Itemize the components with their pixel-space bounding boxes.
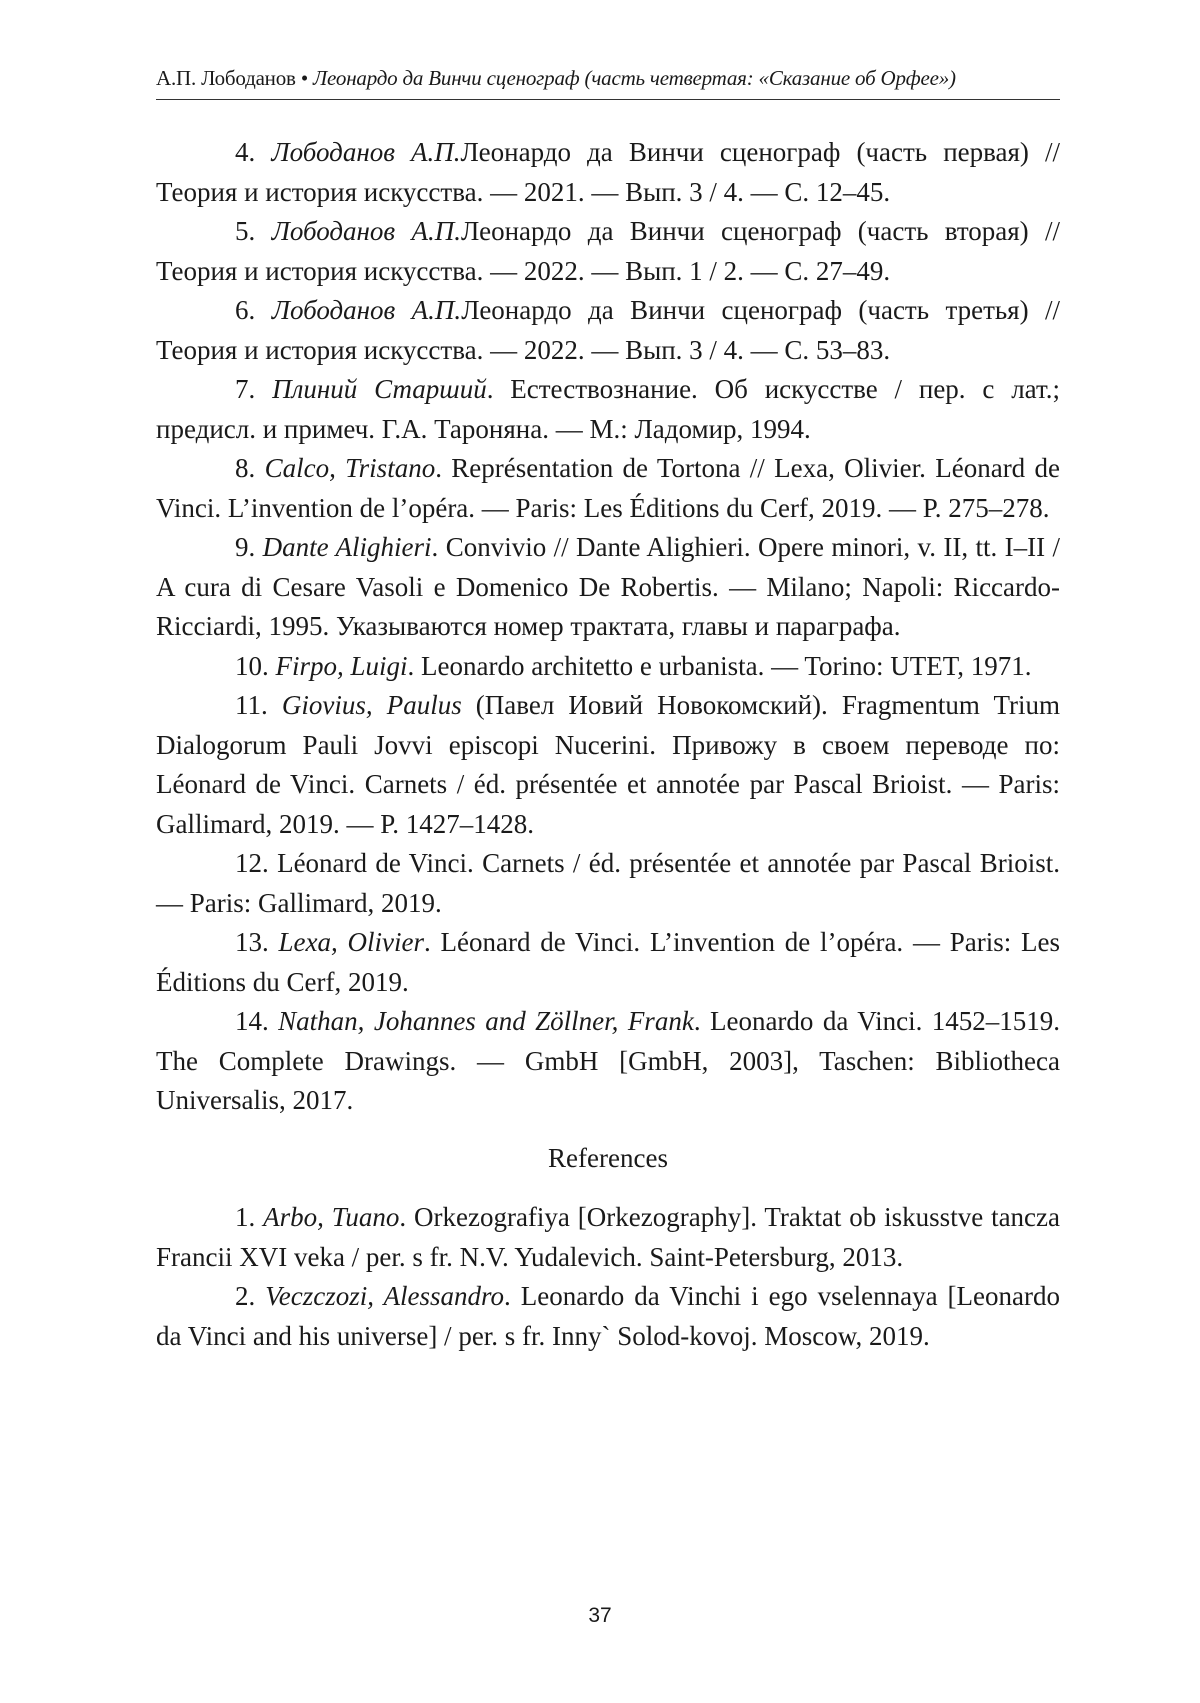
entry-author: Firpo, Luigi	[275, 650, 408, 681]
bibliography-entry	[156, 291, 1060, 370]
entry-text: (Павел Иовий Новокомский). Fragmentum Trium Dialogorum Pauli Jovvi episcopi Nucerini. Привожу в своем переводе по: Léonard de Vinci. Carnets / éd. présentée et annotée par Pascal Brioist. — Paris: Gallimard, 2019. — P. 1427–1428.	[156, 690, 1061, 839]
entry-number: 10.	[235, 650, 269, 681]
header-title: Леонардо да Винчи сценограф (часть четвертая: «Сказание об Орфее»)	[313, 66, 956, 90]
entry-author: Плиний Старший	[272, 374, 487, 404]
entry-text: Леонардо да Винчи сценограф (часть третья) // Теория и история искусства. — 2022. — Вып. 3 / 4. — С. 53–83.	[156, 295, 1061, 365]
entry-text: . Convivio // Dante Alighieri. Opere minori, v. II, tt. I–II / A cura di Cesare Vasoli e Domenico De Robertis. — Milano; Napoli: Riccardo-Ricciardi, 1995. Указываются номер трактата, главы и параграфа.	[156, 532, 1061, 641]
entry-author: Dante Alighieri	[262, 532, 432, 562]
entry-number: 14.	[235, 1006, 269, 1036]
entry-number: 2.	[235, 1281, 256, 1311]
references-list	[156, 1198, 1060, 1356]
entry-number: 6.	[235, 295, 256, 325]
entry-text: Леонардо да Винчи сценограф (часть первая) // Теория и история искусства. — 2021. — Вып. 3 / 4. — С. 12–45.	[156, 137, 1061, 207]
entry-author: Лободанов А.П.	[271, 137, 461, 167]
entry-author: Arbo, Tuano	[263, 1202, 400, 1232]
page-body	[156, 133, 1060, 1356]
entry-author: Giovius, Paulus	[281, 690, 462, 720]
running-header	[156, 66, 1060, 91]
references-heading: References	[548, 1142, 668, 1173]
entry-text: . Leonardo da Vinci. 1452–1519. The Complete Drawings. — GmbH [GmbH, 2003], Taschen: Bibliotheca Universalis, 2017.	[156, 1006, 1061, 1115]
entry-number: 13.	[235, 927, 269, 957]
header-rule	[156, 99, 1060, 100]
entry-text: Леонардо да Винчи сценограф (часть вторая) // Теория и история искусства. — 2022. — Вып. 1 / 2. — С. 27–49.	[156, 216, 1060, 286]
page-number: 37	[588, 1604, 612, 1627]
bibliography-entry	[156, 647, 1060, 687]
entry-author: Nathan, Johannes and Zöllner, Frank	[278, 1006, 694, 1036]
entry-text: . Léonard de Vinci. L’invention de l’opéra. — Paris: Les Éditions du Cerf, 2019.	[156, 927, 1061, 997]
entry-author: Lexa, Olivier	[278, 927, 425, 957]
bibliography-entry	[156, 133, 1060, 212]
entry-number: 8.	[235, 453, 256, 483]
entry-number: 11.	[235, 690, 268, 720]
entry-number: 7.	[235, 374, 256, 404]
entry-number: 9.	[235, 532, 256, 562]
entry-number: 1.	[235, 1202, 256, 1232]
header-author: А.П. Лободанов	[156, 66, 296, 90]
bibliography-entry	[156, 212, 1060, 291]
entry-author: Veczczozi, Alessandro	[265, 1281, 505, 1311]
entry-author: Лободанов А.П.	[271, 295, 462, 325]
entry-text: . Leonardo da Vinchi i ego vselennaya [Leonardo da Vinci and his universe] / per. s fr. Inny` Solod-kovoj. Moscow, 2019.	[156, 1281, 1060, 1351]
entry-text: . Représentation de Tortona // Lexa, Olivier. Léonard de Vinci. L’invention de l’opéra. — Paris: Les Éditions du Cerf, 2019. — P. 275–278.	[156, 453, 1060, 523]
entry-text: . Leonardo architetto e urbanista. — Torino: UTET, 1971.	[407, 650, 1032, 681]
bibliography-entry	[156, 1002, 1060, 1121]
bibliography-entry	[156, 844, 1060, 923]
header-separator: •	[300, 66, 308, 90]
entry-author: Лободанов А.П.	[271, 216, 461, 246]
entry-author: Calco, Tristano	[264, 453, 436, 483]
bibliography-entry	[156, 528, 1060, 647]
bibliography-entry	[156, 686, 1060, 844]
entry-text: Léonard de Vinci. Carnets / éd. présentée et annotée par Pascal Brioist. — Paris: Gallimard, 2019.	[156, 848, 1060, 918]
entry-text: . Естествознание. Об искусстве / пер. с лат.; предисл. и примеч. Г.А. Тароняна. — М.: Ладомир, 1994.	[156, 374, 1060, 444]
bibliography-entry	[156, 1198, 1060, 1277]
entry-number: 5.	[235, 216, 256, 246]
entry-number: 12.	[235, 848, 269, 878]
bibliography-entry	[156, 1277, 1060, 1356]
bibliography-list	[156, 133, 1060, 1121]
bibliography-entry	[156, 449, 1060, 528]
entry-number: 4.	[235, 137, 256, 167]
bibliography-entry	[156, 370, 1060, 449]
bibliography-entry	[156, 923, 1060, 1002]
entry-text: . Orkezografiya [Orkezography]. Traktat ob iskusstve tancza Francii XVI veka / per. s fr. N.V. Yudalevich. Saint-Petersburg, 2013.	[156, 1202, 1061, 1272]
